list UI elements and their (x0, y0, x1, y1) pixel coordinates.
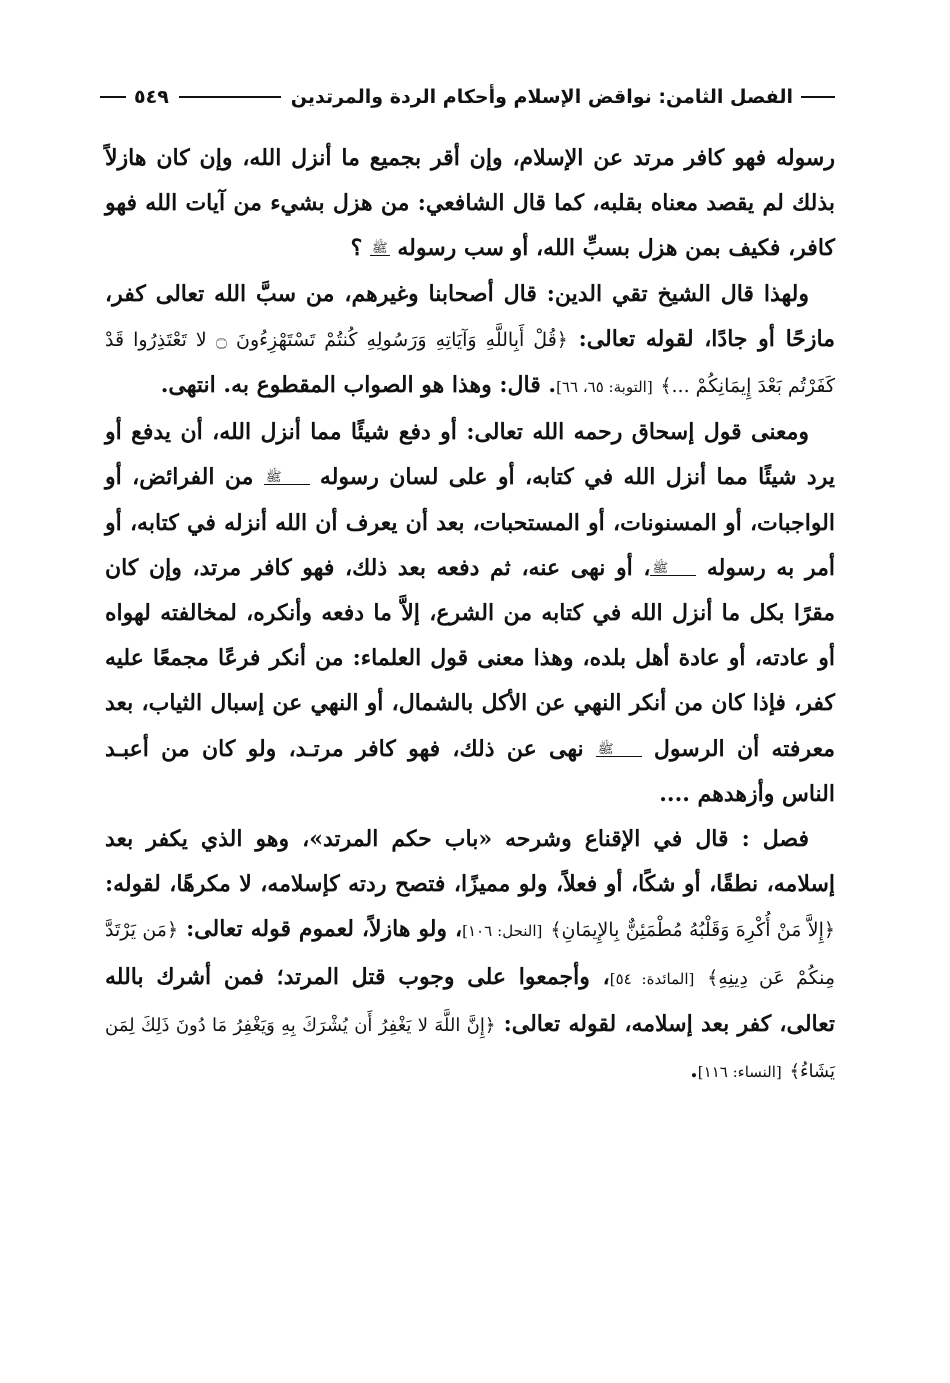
salutation-seal-icon: ﷺ (264, 471, 310, 485)
page-number: ٥٤٩ (134, 86, 169, 108)
header-rule-middle (179, 96, 281, 98)
quran-ref-nisa: [النساء: ١١٦] (697, 1063, 782, 1082)
quran-quote-maidah: ﴿مَن يَرْتَدَّ مِنكُمْ عَن دِينِهِ﴾ (105, 919, 835, 989)
quran-ref-tawbah: [التوبة: ٦٥، ٦٦] (556, 378, 653, 397)
paragraph-3-text-2: من الفرائض، أو الواجبات، أو المسنونات، أو المستحبات، بعد أن يعرف أن الله أنزله في كتابه، أو أمر به رسوله (105, 464, 836, 581)
running-header (100, 82, 835, 112)
page-body (105, 136, 835, 1095)
paragraph-1-end: ؟ (350, 235, 363, 262)
paragraph-4-text-3: ، وأجمعوا على وجوب قتل المرتد؛ فمن أشرك بالله تعالى، كفر بعد إسلامه، لقوله تعالى: (105, 963, 835, 1037)
quran-quote-nisa: ﴿إِنَّ اللَّهَ لا يَغْفِرُ أَن يُشْرَكَ بِهِ وَيَغْفِرُ مَا دُونَ ذَلِكَ لِمَن يَشَاءُ﴾ (105, 1014, 835, 1083)
paragraph-4-text-1: قال في الإقناع وشرحه «باب حكم المرتد»، وهو الذي يكفر بعد إسلامه، نطقًا، أو شكًا، أو فعلاً، ولو مميزًا، فتصح ردته كإسلامه، لا مكرهًا، لقوله: (105, 826, 835, 898)
paragraph-3 (105, 410, 835, 817)
paragraph-2-text: ولهذا قال الشيخ تقي الدين: قال أصحابنا وغيرهم، من سبَّ الله تعالى كفر، مازحًا أو جادًا، لقوله تعالى: (105, 280, 835, 352)
quran-quote-nahl: ﴿إِلاَّ مَنْ أُكْرِهَ وَقَلْبُهُ مُطْمَئِنٌّ بِالإِيمَانِ﴾ (550, 919, 835, 942)
quran-ref-nahl: [النحل: ١٠٦] (462, 922, 543, 941)
paragraph-2 (105, 272, 835, 411)
paragraph-4-end: . (690, 1057, 698, 1084)
salutation-seal-icon: ﷺ (650, 562, 696, 576)
paragraph-1 (105, 136, 835, 272)
paragraph-4-text-2: ، ولو هازلاً، لعموم قوله تعالى: (186, 916, 463, 943)
paragraph-3-text-3: ، أو نهى عنه، ثم دفعه بعد ذلك، فهو كافر مرتد، وإن كان مقرًا بكل ما أنزل الله في كتابه من الشرع، إلاَّ ما دفعه وأنكره، لمخالفته لهواه أو عادته، أو عادة أهل بلده، وهذا معنى قول العلماء: من أنكر فرعًا مجمعًا عليه كفر، فإذا كان من أنكر النهي عن الأكل بالشمال، أو النهي عن إسبال الثياب، بعد معرفته أن الرسول (105, 554, 835, 762)
section-label: فصل : (741, 826, 809, 853)
salutation-seal-icon: ﷺ (596, 743, 642, 757)
quran-ref-maidah: [المائدة: ٥٤] (609, 969, 695, 988)
paragraph-3-text-4: نهى عن ذلك، فهو كافر مرتـد، ولو كان من أعبـد الناس وأزهدهم .... (105, 735, 835, 807)
header-rule-right (801, 96, 835, 98)
quran-quote-tawbah: ﴿قُلْ أَبِاللَّهِ وَآيَاتِهِ وَرَسُولِهِ كُنتُمْ تَسْتَهْزِءُونَ ۝ لا تَعْتَذِرُوا قَدْ كَفَرْتُم بَعْدَ إِيمَانِكُمْ ...﴾ (105, 328, 835, 398)
paragraph-2-after: . قال: وهذا هو الصواب المقطوع به. انتهى. (160, 372, 557, 399)
paragraph-1-text: رسوله فهو كافر مرتد عن الإسلام، وإن أقر بجميع ما أنزل الله، وإن كان هازلاً بذلك لم يقصد معناه بقلبه، كما قال الشافعي: من هزل بشيء من آيات الله فهو كافر، فكيف بمن هزل بسبِّ الله، أو سب رسوله (105, 145, 835, 262)
chapter-title: الفصل الثامن: نواقض الإسلام وأحكام الردة والمرتدين (290, 86, 793, 108)
header-rule-left (100, 96, 126, 98)
paragraph-3-text-1: ومعنى قول إسحاق رحمه الله تعالى: أو دفع شيئًا مما أنزل الله، أن يدفع أو يرد شيئًا مما أنزل الله في كتابه، أو على لسان رسوله (105, 419, 835, 491)
salutation-seal-icon: ﷺ (371, 241, 388, 257)
paragraph-4 (105, 817, 835, 1095)
